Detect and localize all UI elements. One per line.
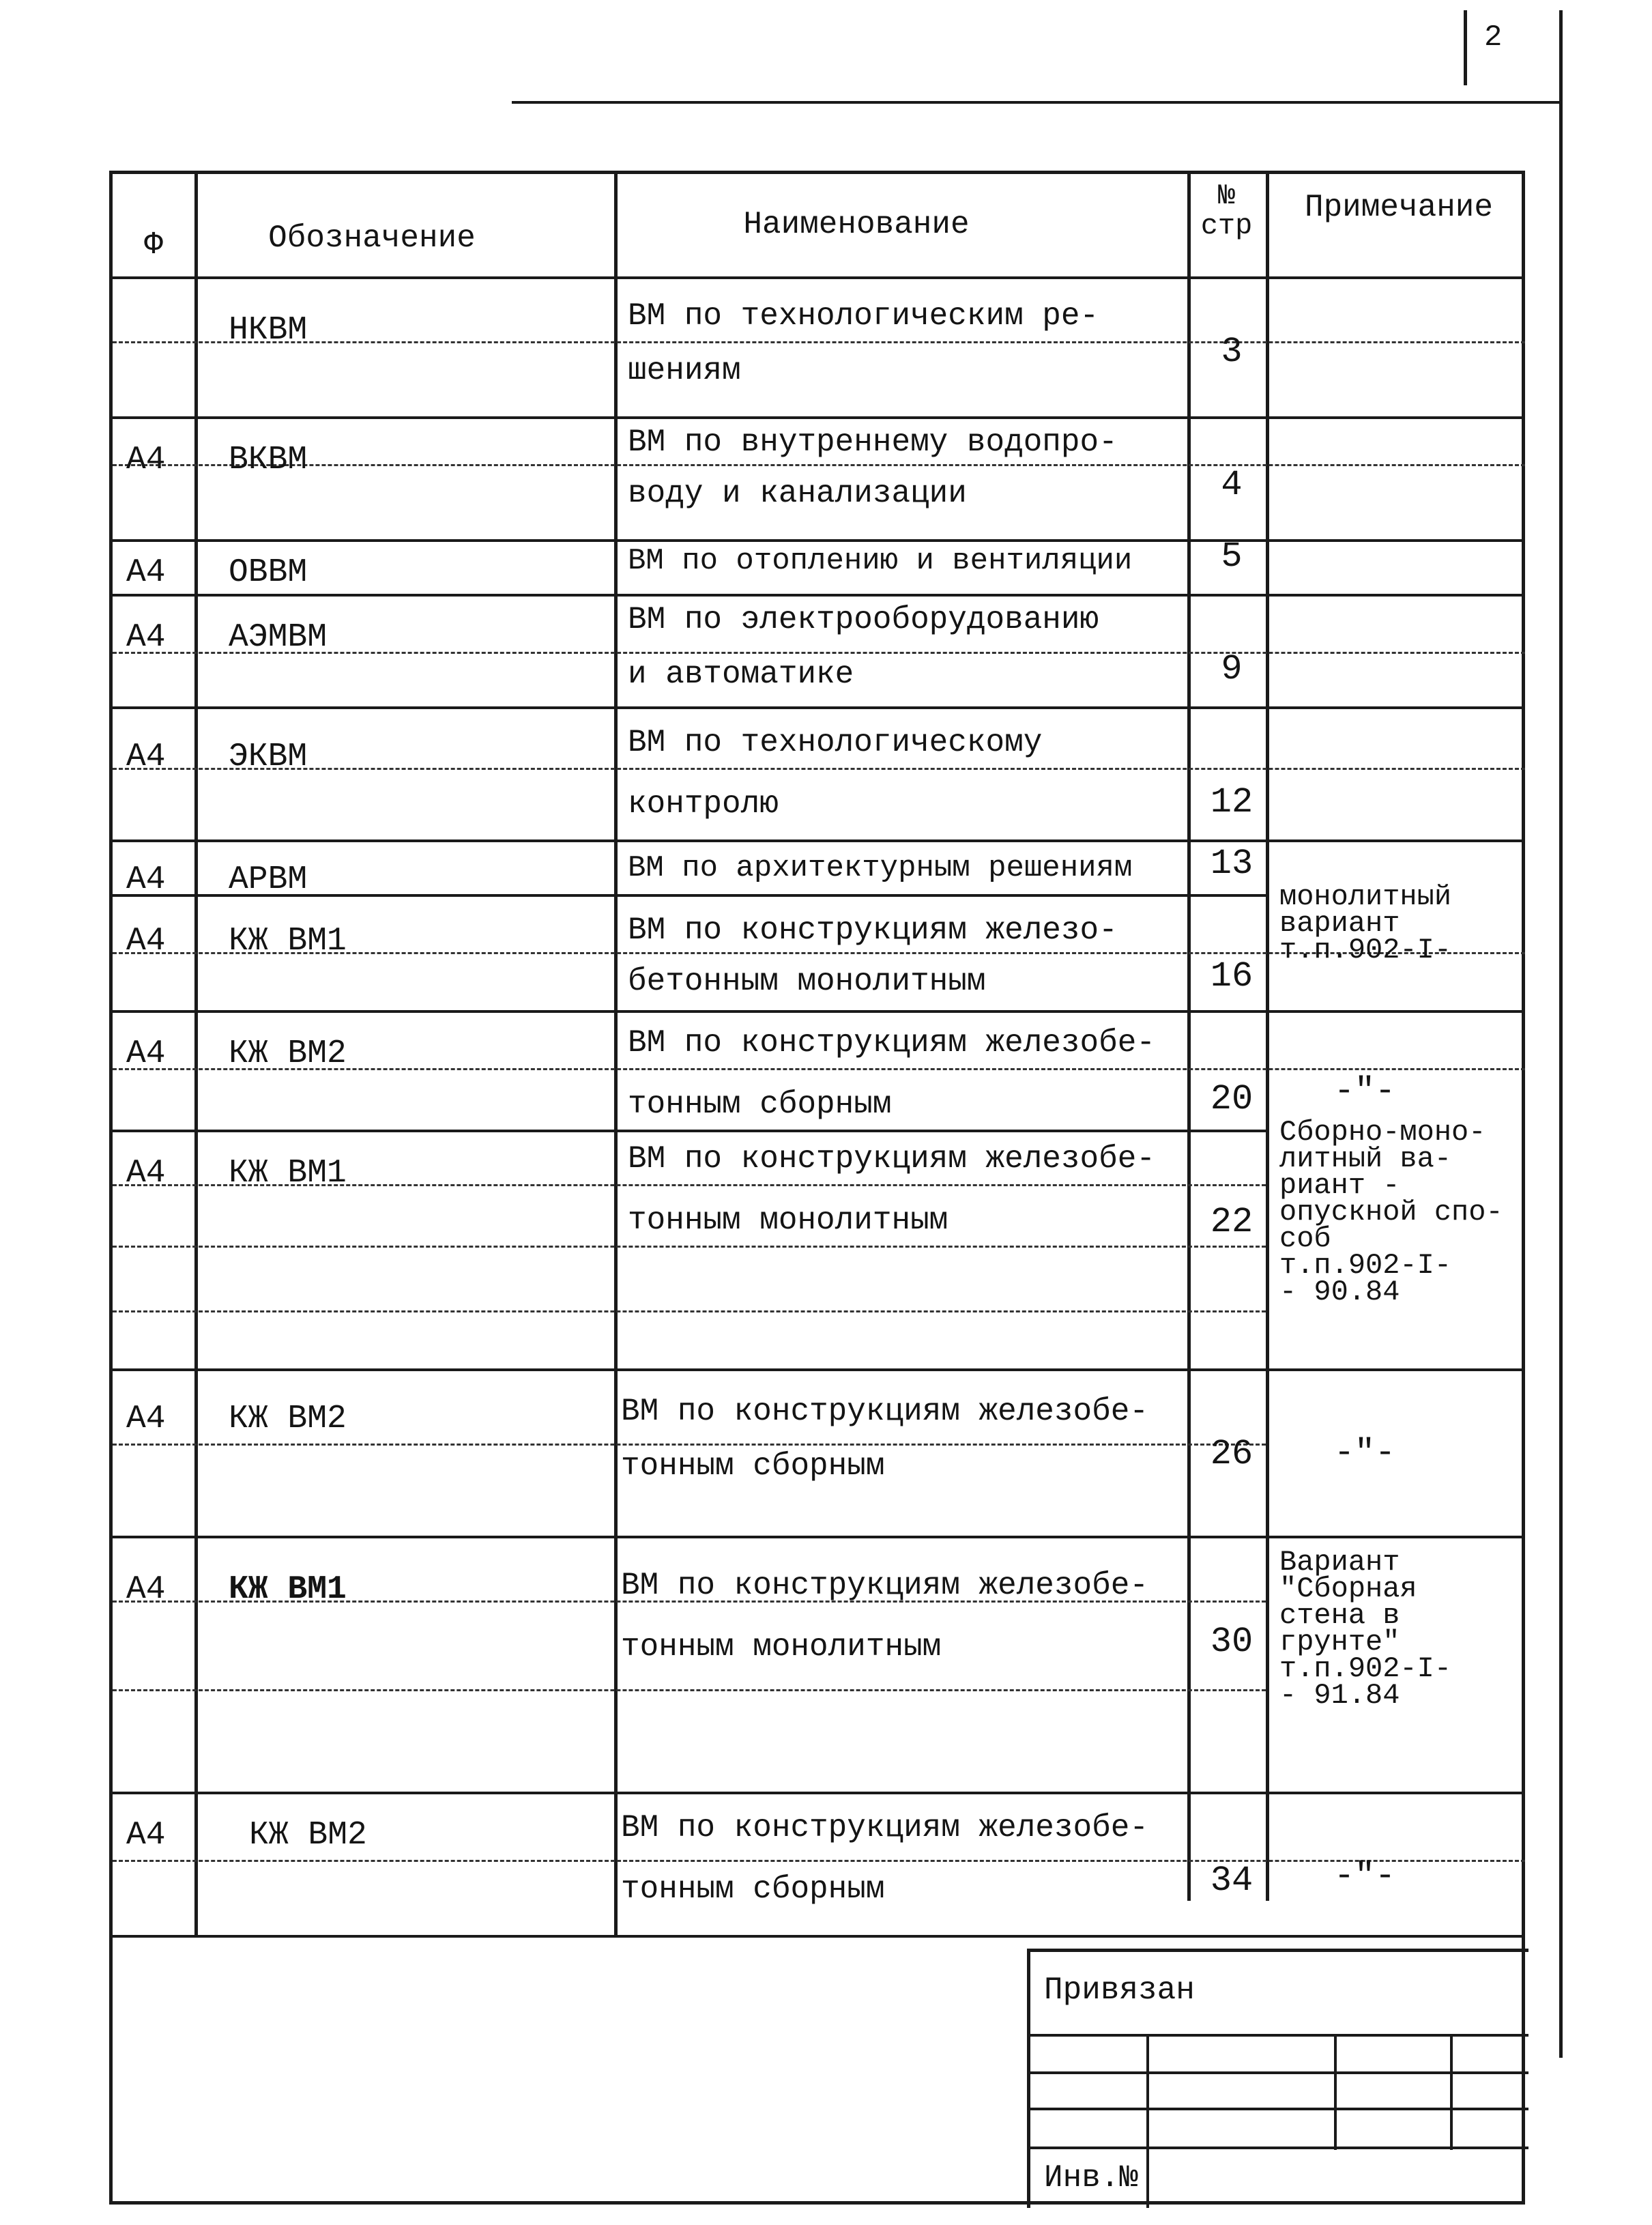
row-code: АРВМ [229,861,308,898]
specification-table [109,171,1525,2205]
row-name-line: бетонным монолитным [628,964,986,999]
row-page: 12 [1210,782,1254,822]
row-code: ВКВМ [229,442,308,478]
column-divider [1266,174,1269,1901]
row-name-line: ВМ по конструкциям железобе- [628,1025,1155,1061]
row-name-line: ВМ по конструкциям железобе- [621,1568,1148,1603]
row-name-line: тонным монолитным [621,1629,942,1665]
stamp-rule [1030,2108,1528,2110]
row-name-line: тонным сборным [621,1871,885,1907]
row-page: 4 [1221,465,1243,505]
row-rule [113,594,1525,597]
row-page: 26 [1210,1434,1254,1474]
page-edge-line [1464,10,1467,85]
stamp-rule [1334,2034,1337,2150]
row-note: Сборно-моно- литный ва- риант - опускной спо- соб т.п.902-I- - 90.84 [1279,1116,1503,1309]
row-page: 20 [1210,1079,1254,1119]
row-format: А4 [126,554,166,591]
row-name-line: тонным монолитным [628,1203,948,1238]
header-note: Примечание [1304,190,1494,225]
row-name-line: ВМ по конструкциям железобе- [628,1141,1155,1177]
row-note: -"- [1334,1434,1396,1473]
stamp-rule [1450,2034,1453,2150]
row-rule [113,416,1525,419]
row-rule [113,539,1525,542]
page-edge-line [1559,10,1563,2058]
row-rule [113,1010,1525,1013]
row-name-line: шениям [628,353,741,388]
row-name-line: ВМ по конструкциям железобе- [621,1394,1148,1429]
page-edge-line [512,101,1563,104]
row-code: КЖ ВМ2 [229,1035,347,1072]
row-code: КЖ ВМ1 [229,1571,347,1608]
row-format: А4 [126,1035,166,1072]
inner-rule [113,464,1525,466]
row-rule [113,1935,1525,1938]
inner-rule [113,768,1525,770]
row-name-line: и автоматике [628,657,854,692]
row-format: А4 [126,1571,166,1608]
row-page: 22 [1210,1202,1254,1242]
row-format: А4 [126,619,166,656]
column-divider [614,174,618,1935]
row-code: КЖ ВМ1 [229,1155,347,1192]
row-rule [113,1130,1266,1132]
column-divider [194,174,198,1935]
row-name-line: ВМ по архитектурным решениям [628,851,1133,885]
row-name-line: ВМ по внутреннему водопро- [628,425,1118,460]
inner-rule [113,1246,1266,1248]
row-format: А4 [126,1155,166,1192]
title-block-stamp [1027,1949,1528,2208]
row-code: КЖ ВМ2 [249,1817,367,1854]
row-page: 3 [1221,332,1243,372]
row-rule [113,1368,1525,1371]
page-number: 2 [1484,20,1503,55]
header-code: Обозначение [268,220,476,256]
header-name: Наименование [743,207,970,242]
row-page: 13 [1210,844,1254,884]
row-code: КЖ ВМ1 [229,923,347,960]
inner-rule [113,1310,1266,1312]
row-page: 30 [1210,1622,1254,1662]
row-rule [113,839,1525,842]
row-note: Вариант "Сборная стена в грунте" т.п.902-I- - 91.84 [1279,1546,1452,1712]
inner-rule [113,341,1525,343]
row-note: -"- [1334,1072,1396,1111]
row-name-line: ВМ по технологическому [628,725,1043,760]
row-code: АЭМВМ [229,619,328,656]
column-divider [1187,174,1191,1901]
row-format: А4 [126,1401,166,1437]
row-name-line: ВМ по технологическим ре- [628,298,1099,334]
row-rule [113,1536,1525,1538]
row-note: монолитный вариант т.п.902-I- [1279,880,1452,967]
row-page: 16 [1210,956,1254,996]
stamp-rule [1030,2147,1528,2149]
stamp-inv-label: Инв.№ [1044,2160,1139,2196]
row-format: А4 [126,738,166,775]
row-page: 9 [1221,649,1243,689]
row-page: 34 [1210,1861,1254,1901]
row-name-line: ВМ по отоплению и вентиляции [628,544,1133,578]
row-name-line: ВМ по конструкциям железобе- [621,1810,1148,1846]
stamp-rule [1146,2034,1149,2208]
row-name-line: тонным сборным [628,1087,892,1122]
row-code: ОВВМ [229,554,308,591]
row-name-line: тонным сборным [621,1448,885,1484]
row-rule [113,706,1525,709]
row-code: НКВМ [229,312,308,349]
row-name-line: контролю [628,786,779,822]
inner-rule [113,1444,1266,1446]
row-note: -"- [1334,1857,1396,1896]
row-rule [113,1792,1525,1794]
stamp-rule [1030,2034,1528,2037]
row-page: 5 [1221,536,1243,577]
inner-rule [113,1860,1525,1862]
row-format: А4 [126,1817,166,1854]
row-format: А4 [126,923,166,960]
row-name-line: ВМ по конструкциям железо- [628,913,1118,948]
stamp-rule [1030,2071,1528,2074]
row-name-line: воду и канализации [628,476,967,511]
row-code: ЭКВМ [229,738,308,775]
row-code: КЖ ВМ2 [229,1401,347,1437]
header-page: № стр [1200,180,1253,243]
inner-rule [113,1689,1266,1691]
header-rule [113,276,1525,279]
stamp-title: Привязан [1044,1972,1195,2008]
row-name-line: ВМ по электрооборудованию [628,602,1099,637]
row-format: А4 [126,442,166,478]
row-format: А4 [126,861,166,898]
header-format: Ф [144,227,163,263]
